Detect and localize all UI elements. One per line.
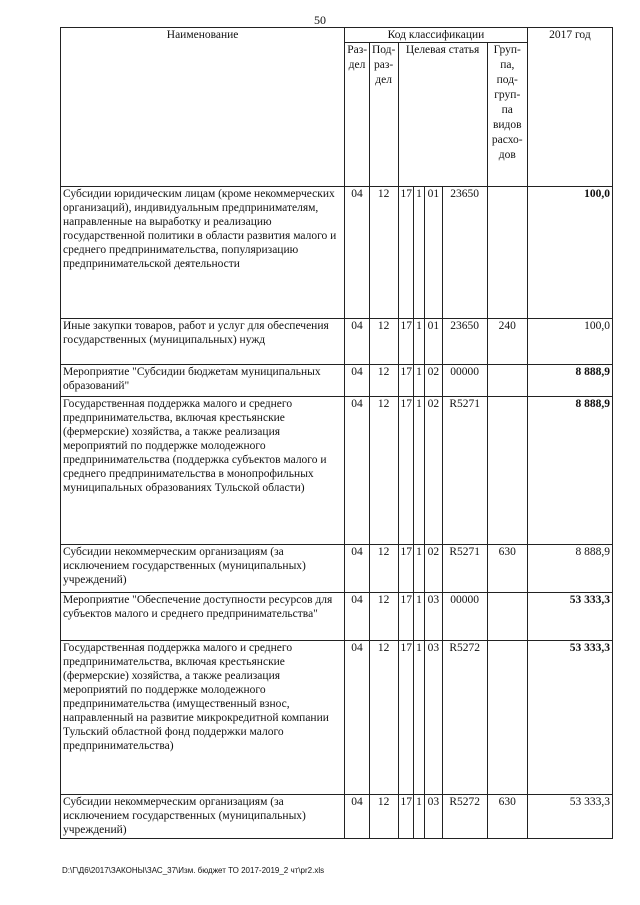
table-row — [61, 545, 613, 593]
row-name: Государственная поддержка малого и среднего предпринимательства, включая крестьянские (фермерские) хозяйства, а также реализация мероприятий по поддержке молодежного предпринимательства (имущественный взнос, направленный на развитие микрокредитной компании Тульский областной фонд поддержки малого предпринимательства) — [61, 641, 345, 795]
row-target-subprogram: 1 — [413, 795, 424, 839]
row-subsection: 12 — [369, 641, 398, 795]
row-target-subprogram: 1 — [413, 641, 424, 795]
row-section: 04 — [345, 319, 370, 365]
row-subsection: 12 — [369, 593, 398, 641]
row-expense-group: 630 — [487, 545, 527, 593]
row-section: 04 — [345, 795, 370, 839]
row-section: 04 — [345, 545, 370, 593]
row-expense-group — [487, 187, 527, 319]
header-classification: Код классификации — [345, 28, 528, 43]
header-year: 2017 год — [527, 28, 612, 187]
row-target-subprogram: 1 — [413, 397, 424, 545]
file-path-footer: D:\Г\Д6\2017\ЗАКОНЫ\ЗАС_37\Изм. бюджет ТО 2017-2019_2 чт\pr2.xls — [62, 866, 325, 875]
table-row — [61, 641, 613, 795]
row-expense-group — [487, 641, 527, 795]
row-target-subprogram: 1 — [413, 187, 424, 319]
row-expense-group — [487, 365, 527, 397]
row-target-program: 17 — [398, 641, 413, 795]
row-section: 04 — [345, 397, 370, 545]
row-subsection: 12 — [369, 545, 398, 593]
row-subsection: 12 — [369, 795, 398, 839]
row-target-event: 01 — [425, 187, 442, 319]
row-name: Иные закупки товаров, работ и услуг для обеспечения государственных (муниципальных) нужд — [61, 319, 345, 365]
row-name: Мероприятие "Обеспечение доступности ресурсов для субъектов малого и среднего предпринимательства" — [61, 593, 345, 641]
row-section: 04 — [345, 187, 370, 319]
table-row — [61, 397, 613, 545]
row-section: 04 — [345, 593, 370, 641]
budget-table — [60, 27, 613, 839]
table-row — [61, 593, 613, 641]
row-target-subprogram: 1 — [413, 365, 424, 397]
row-target-event: 03 — [425, 641, 442, 795]
row-amount: 100,0 — [527, 187, 612, 319]
row-subsection: 12 — [369, 187, 398, 319]
row-expense-group — [487, 397, 527, 545]
row-amount: 53 333,3 — [527, 641, 612, 795]
row-name: Мероприятие "Субсидии бюджетам муниципальных образований" — [61, 365, 345, 397]
row-name: Субсидии некоммерческим организациям (за исключением государственных (муниципальных) учреждений) — [61, 795, 345, 839]
header-subsection: Под-раз-дел — [369, 43, 398, 187]
row-target-direction: R5271 — [442, 545, 487, 593]
row-target-event: 02 — [425, 545, 442, 593]
row-target-subprogram: 1 — [413, 545, 424, 593]
row-target-direction: 23650 — [442, 319, 487, 365]
row-subsection: 12 — [369, 319, 398, 365]
row-name: Государственная поддержка малого и среднего предпринимательства, включая крестьянские (фермерские) хозяйства, а также реализация мероприятий по поддержке молодежного предпринимательства (поддержка субъектов малого и среднего предпринимательства в монопрофильных муниципальных образованиях Тульской области) — [61, 397, 345, 545]
header-expense-group: Груп-па, под-груп-па видов расхо-дов — [487, 43, 527, 187]
row-target-direction: 00000 — [442, 593, 487, 641]
row-target-direction: R5272 — [442, 641, 487, 795]
page-number: 50 — [314, 13, 326, 27]
row-target-event: 03 — [425, 795, 442, 839]
row-target-program: 17 — [398, 397, 413, 545]
row-name: Субсидии юридическим лицам (кроме некоммерческих организаций), индивидуальным предпринимателям, направленные на выработку и реализацию государственной политики в области развития малого и среднего предпринимательства, популяризацию предпринимательской деятельности — [61, 187, 345, 319]
row-amount: 53 333,3 — [527, 795, 612, 839]
row-target-direction: R5271 — [442, 397, 487, 545]
row-target-event: 02 — [425, 397, 442, 545]
row-amount: 8 888,9 — [527, 397, 612, 545]
row-target-program: 17 — [398, 319, 413, 365]
row-amount: 8 888,9 — [527, 545, 612, 593]
row-expense-group — [487, 593, 527, 641]
row-target-event: 01 — [425, 319, 442, 365]
row-section: 04 — [345, 365, 370, 397]
row-target-direction: R5272 — [442, 795, 487, 839]
row-target-event: 03 — [425, 593, 442, 641]
row-target-direction: 23650 — [442, 187, 487, 319]
row-name: Субсидии некоммерческим организациям (за исключением государственных (муниципальных) учреждений) — [61, 545, 345, 593]
row-target-program: 17 — [398, 593, 413, 641]
table-row — [61, 365, 613, 397]
table-row — [61, 795, 613, 839]
row-target-subprogram: 1 — [413, 319, 424, 365]
row-expense-group: 240 — [487, 319, 527, 365]
row-section: 04 — [345, 641, 370, 795]
row-expense-group: 630 — [487, 795, 527, 839]
row-target-subprogram: 1 — [413, 593, 424, 641]
row-target-direction: 00000 — [442, 365, 487, 397]
row-target-program: 17 — [398, 365, 413, 397]
row-subsection: 12 — [369, 397, 398, 545]
table-row — [61, 319, 613, 365]
row-target-program: 17 — [398, 545, 413, 593]
row-target-event: 02 — [425, 365, 442, 397]
row-target-program: 17 — [398, 187, 413, 319]
row-target-program: 17 — [398, 795, 413, 839]
row-amount: 8 888,9 — [527, 365, 612, 397]
row-amount: 53 333,3 — [527, 593, 612, 641]
table-row — [61, 187, 613, 319]
header-name: Наименование — [61, 28, 345, 187]
row-amount: 100,0 — [527, 319, 612, 365]
header-target-item: Целевая статья — [398, 43, 487, 187]
row-subsection: 12 — [369, 365, 398, 397]
header-section: Раз-дел — [345, 43, 370, 187]
